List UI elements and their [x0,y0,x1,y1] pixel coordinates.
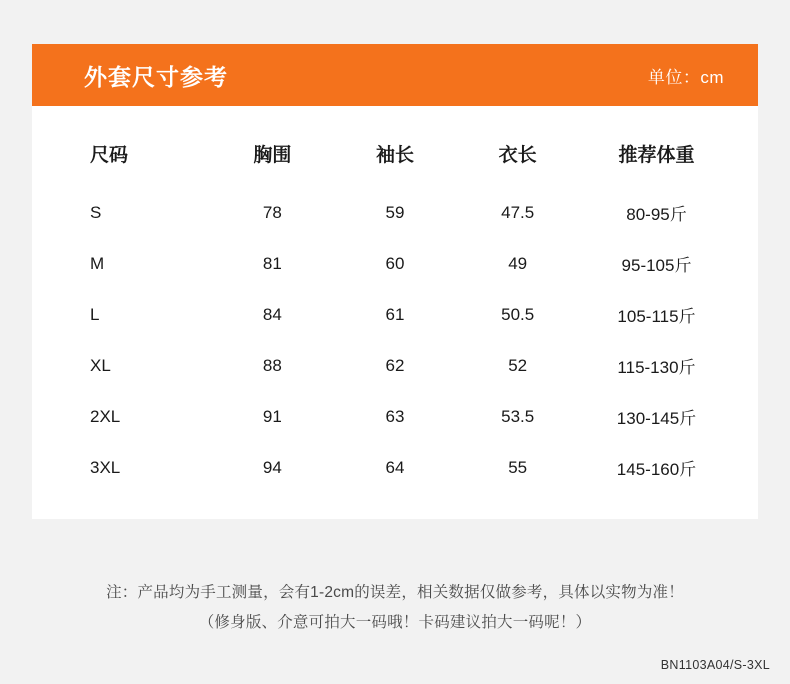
cell-length: 52 [508,355,528,375]
cell-length: 50.5 [501,304,535,324]
cell-bust: 94 [262,457,282,477]
cell-sleeve: 63 [385,406,405,426]
cell-size: 3XL [90,457,121,477]
table-row [56,238,734,289]
table-row [56,289,734,340]
cell-size: 2XL [90,406,121,426]
cell-weight: 80-95斤 [626,205,687,224]
cell-sleeve: 60 [385,253,405,273]
cell-length: 53.5 [501,406,535,426]
size-chart-card [32,44,758,519]
cell-size: M [90,253,105,273]
notes-block [0,578,790,638]
cell-sleeve: 61 [385,304,405,324]
cell-length: 47.5 [501,202,535,222]
size-table-container [32,106,758,519]
column-header-size: 尺码 [90,145,129,166]
cell-sleeve: 59 [385,202,405,222]
column-header-bust: 胸围 [253,145,292,166]
table-header-row [56,124,734,187]
cell-weight: 105-115斤 [617,307,696,326]
note-line-fit: （修身版、介意可拍大一码哦！卡码建议拍大一码呢！） [198,614,592,631]
cell-size: XL [90,355,111,375]
table-row [56,391,734,442]
sku-code: BN1103A04/S-3XL [660,658,770,672]
cell-bust: 78 [262,202,282,222]
cell-bust: 88 [262,355,282,375]
table-row [56,340,734,391]
column-header-length: 衣长 [498,145,537,166]
table-row [56,187,734,238]
cell-length: 55 [508,457,528,477]
table-row [56,442,734,493]
cell-bust: 81 [262,253,282,273]
cell-sleeve: 64 [385,457,405,477]
cell-bust: 91 [262,406,282,426]
page-title: 外套尺寸参考 [84,63,228,90]
column-header-sleeve: 袖长 [376,145,415,166]
cell-weight: 145-160斤 [616,460,697,479]
column-header-weight: 推荐体重 [618,145,695,166]
cell-weight: 115-130斤 [617,358,696,377]
cell-size: L [90,304,100,324]
size-table [56,124,734,493]
cell-length: 49 [508,253,528,273]
table-body [56,187,734,493]
cell-weight: 130-145斤 [616,409,697,428]
note-line-measurement: 注：产品均为手工测量，会有1-2cm的误差，相关数据仅做参考，具体以实物为准！ [106,584,684,601]
cell-sleeve: 62 [385,355,405,375]
card-header [32,44,758,106]
cell-bust: 84 [262,304,282,324]
cell-weight: 95-105斤 [621,256,692,275]
cell-size: S [90,202,102,222]
unit-label: 单位：cm [647,67,724,87]
